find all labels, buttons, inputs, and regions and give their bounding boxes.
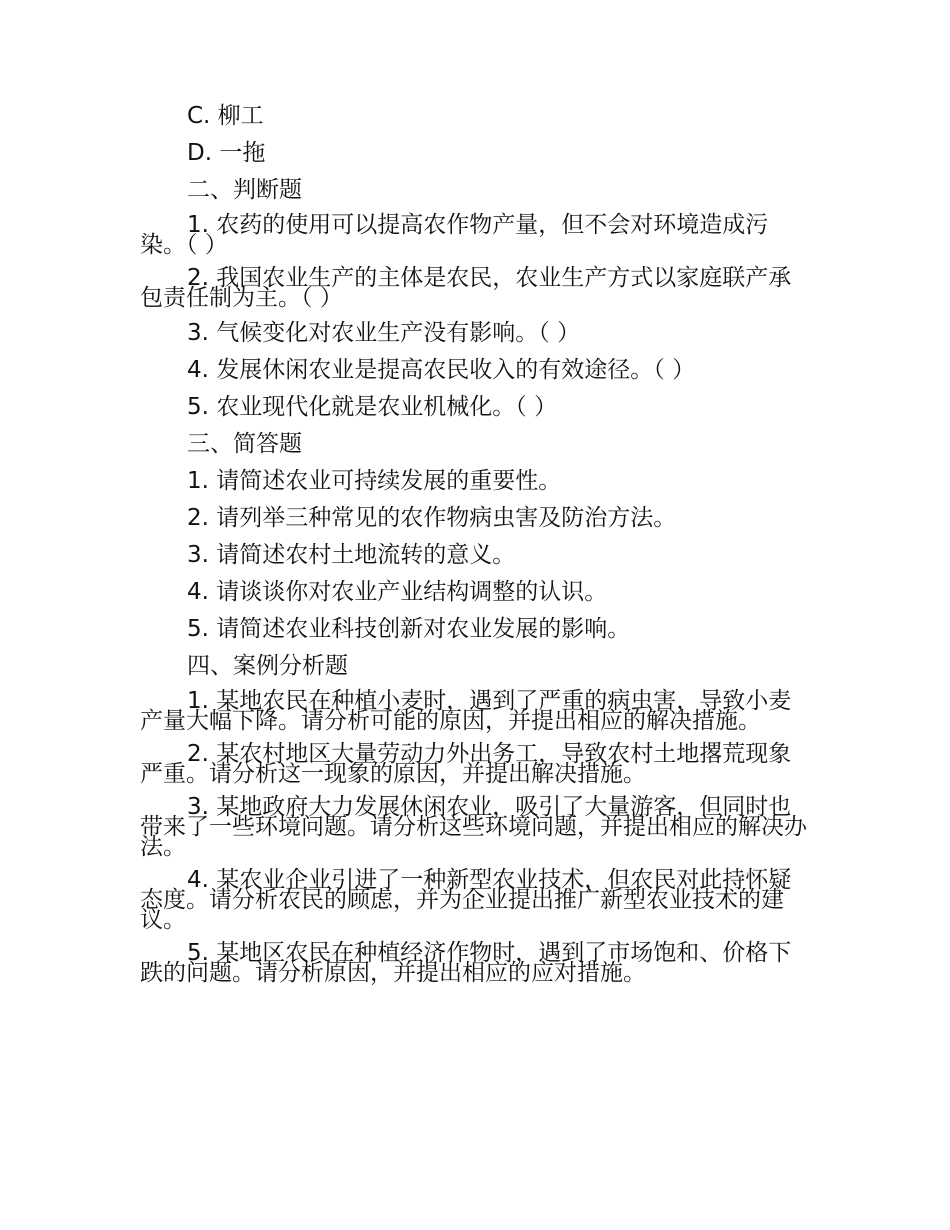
short-answer-item-4: 4. 请谈谈你对农业产业结构调整的认识。	[187, 579, 608, 605]
judgement-item-2: 2. 我国农业生产的主体是农民，农业生产方式以家庭联产承包责任制为主。（ ）	[140, 265, 792, 311]
short-answer-item-3: 3. 请简述农村土地流转的意义。	[187, 542, 516, 568]
short-answer-item-1: 1. 请简述农业可持续发展的重要性。	[187, 468, 562, 494]
section-title-short-answer: 三、简答题	[187, 431, 302, 457]
judgement-item-5: 5. 农业现代化就是农业机械化。（ ）	[187, 394, 558, 420]
case-item-4: 4. 某农业企业引进了一种新型农业技术，但农民对此持怀疑态度。请分析农民的顾虑，并为企业提出推广新型农业技术的建议。	[140, 867, 792, 933]
option-d: D. 一拖	[187, 140, 266, 166]
judgement-item-1: 1. 农药的使用可以提高农作物产量，但不会对环境造成污染。（ ）	[140, 212, 769, 258]
case-item-2: 2. 某农村地区大量劳动力外出务工，导致农村土地撂荒现象严重。请分析这一现象的原因，并提出解决措施。	[140, 741, 792, 787]
case-item-1: 1. 某地农民在种植小麦时，遇到了严重的病虫害，导致小麦产量大幅下降。请分析可能的原因，并提出相应的解决措施。	[140, 688, 792, 734]
case-item-3: 3. 某地政府大力发展休闲农业，吸引了大量游客，但同时也带来了一些环境问题。请分析这些环境问题，并提出相应的解决办法。	[140, 794, 807, 860]
judgement-item-4: 4. 发展休闲农业是提高农民收入的有效途径。（ ）	[187, 357, 696, 383]
case-item-5: 5. 某地区农民在种植经济作物时，遇到了市场饱和、价格下跌的问题。请分析原因，并提出相应的应对措施。	[140, 940, 792, 986]
section-title-case-analysis: 四、案例分析题	[187, 653, 348, 679]
option-c: C. 柳工	[187, 103, 264, 129]
short-answer-item-5: 5. 请简述农业科技创新对农业发展的影响。	[187, 616, 631, 642]
document-page	[140, 104, 812, 996]
judgement-item-3: 3. 气候变化对农业生产没有影响。（ ）	[187, 320, 581, 346]
section-title-judgement: 二、判断题	[187, 177, 302, 203]
short-answer-item-2: 2. 请列举三种常见的农作物病虫害及防治方法。	[187, 505, 677, 531]
